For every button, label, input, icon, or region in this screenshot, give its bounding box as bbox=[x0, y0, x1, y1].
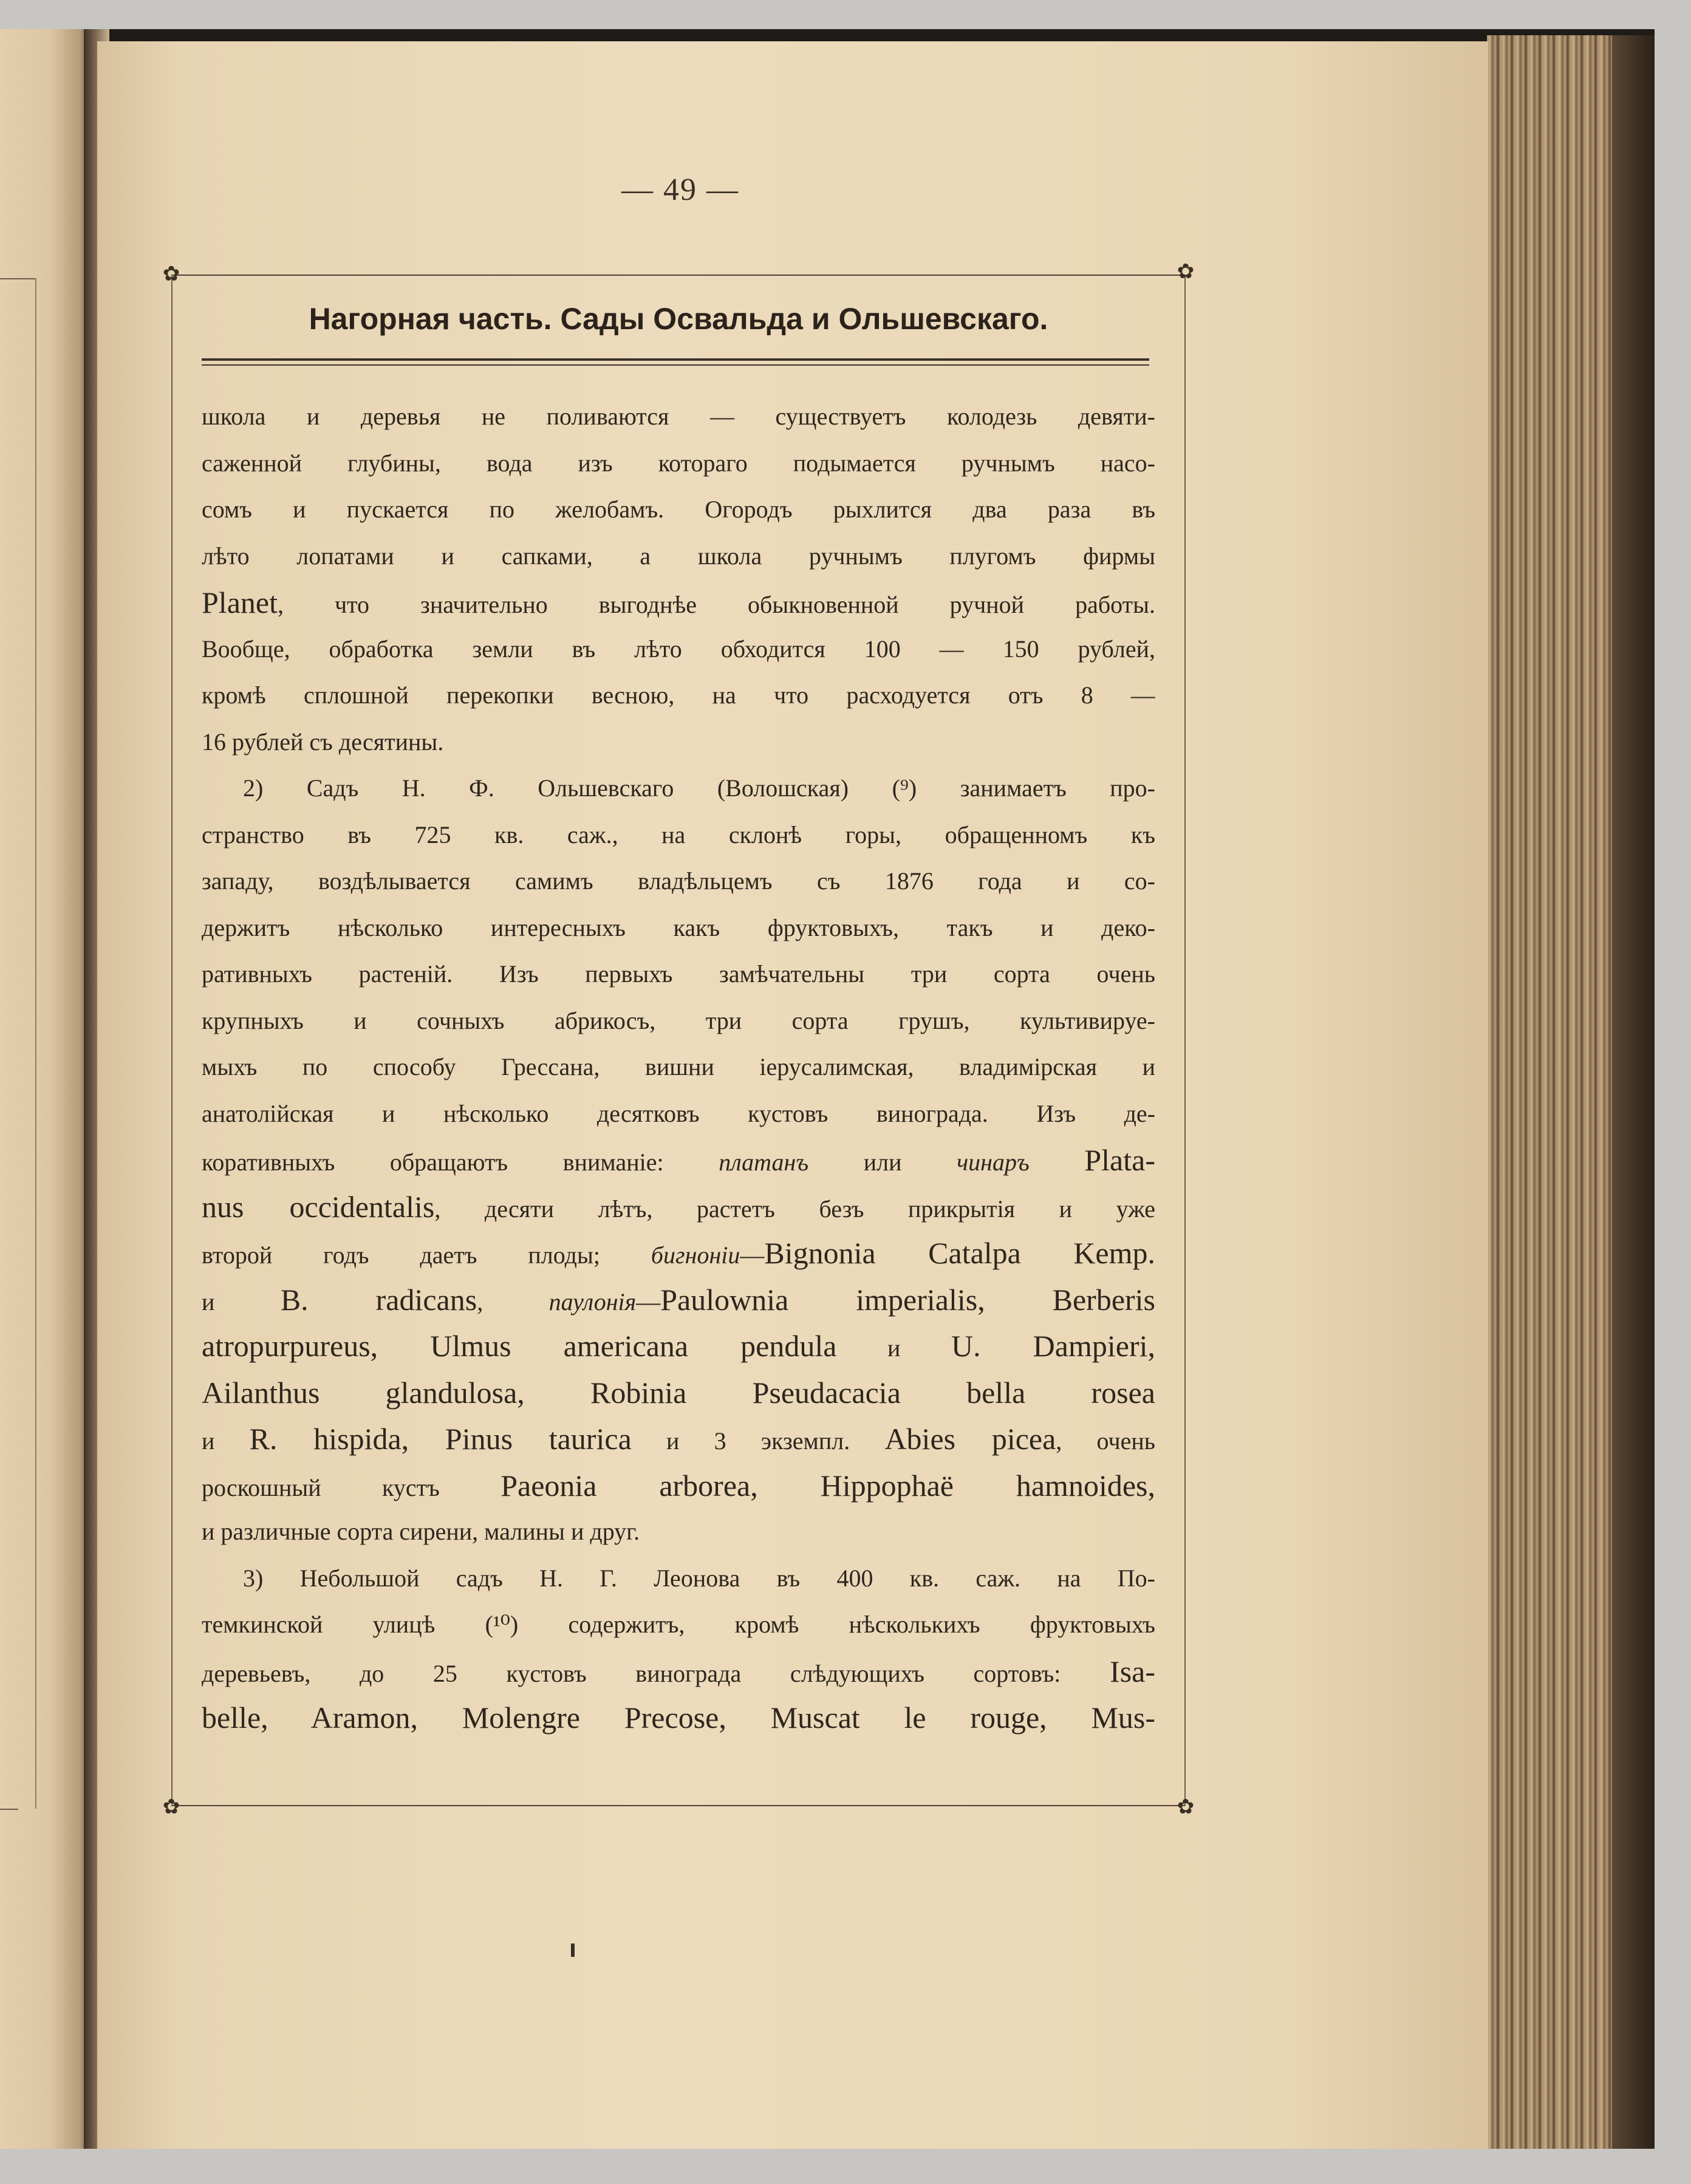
text-segment: и bbox=[202, 1288, 281, 1316]
text-segment: и bbox=[836, 1334, 951, 1362]
text-line bbox=[202, 1277, 1155, 1323]
text-line bbox=[202, 1416, 1155, 1462]
body-text bbox=[202, 394, 1155, 1741]
ink-mark bbox=[571, 1943, 575, 1957]
text-line: анатолійская и нѣсколько десятковъ кустовъ винограда. Изъ де- bbox=[202, 1099, 1155, 1127]
text-line bbox=[202, 1184, 1155, 1230]
text-segment: Bignonia Catalpa Kemp. bbox=[764, 1236, 1155, 1270]
text-segment: Ailanthus glandulosa, Robinia Pseudacacia bella rosea bbox=[202, 1375, 1155, 1410]
page-stack-edge bbox=[1487, 35, 1655, 2149]
text-segment: , bbox=[477, 1288, 549, 1316]
left-page-rule bbox=[0, 278, 36, 279]
text-segment: U. Dampieri, bbox=[951, 1329, 1155, 1363]
left-page-rule-bottom bbox=[0, 1809, 18, 1810]
text-segment: Planet bbox=[202, 585, 278, 619]
text-line: лѣто лопатами и сапками, а школа ручнымъ плугомъ фирмы bbox=[202, 542, 1155, 570]
text-line: западу, воздѣлывается самимъ владѣльцемъ съ 1876 года и со- bbox=[202, 867, 1155, 895]
text-segment: belle, Aramon, Molengre Precose, Muscat le rouge, Mus- bbox=[202, 1701, 1155, 1735]
text-line: держитъ нѣсколько интересныхъ какъ фруктовыхъ, такъ и деко- bbox=[202, 913, 1155, 941]
text-line: 3) Небольшой садъ Н. Г. Леонова въ 400 кв. саж. на По- bbox=[243, 1564, 1155, 1592]
text-line: сомъ и пускается по желобамъ. Огородъ рыхлится два раза въ bbox=[202, 496, 1155, 523]
text-segment: коративныхъ обращаютъ вниманіе: bbox=[202, 1148, 719, 1176]
text-segment: второй годъ даетъ плоды; bbox=[202, 1241, 651, 1269]
text-segment: Paulownia imperialis, Berberis bbox=[660, 1282, 1155, 1317]
text-segment: — bbox=[740, 1241, 765, 1269]
text-line bbox=[202, 1694, 1155, 1741]
frame-bottom-rule bbox=[171, 1805, 1186, 1806]
frame-right-rule bbox=[1184, 275, 1186, 1806]
text-line: мыхъ по способу Грессана, вишни іерусалимская, владимірская и bbox=[202, 1053, 1155, 1080]
text-segment: R. hispida, Pinus taurica bbox=[249, 1422, 632, 1456]
text-segment: Plata- bbox=[1084, 1143, 1155, 1177]
text-line: странство въ 725 кв. саж., на склонѣ горы, обращенномъ къ bbox=[202, 821, 1155, 848]
left-page-edge bbox=[0, 29, 91, 2149]
text-line bbox=[202, 1323, 1155, 1370]
corner-ornament-icon: ✿ bbox=[162, 1796, 180, 1818]
corner-ornament-icon: ✿ bbox=[1177, 1796, 1195, 1818]
text-line bbox=[202, 1648, 1155, 1695]
text-line: 2) Садъ Н. Ф. Ольшевскаго (Волошская) (⁹) занимаетъ про- bbox=[243, 774, 1155, 802]
text-segment: роскошный кустъ bbox=[202, 1473, 501, 1501]
corner-ornament-icon: ✿ bbox=[162, 263, 180, 285]
text-segment: , десяти лѣтъ, растетъ безъ прикрытія и уже bbox=[434, 1195, 1155, 1223]
text-line: ративныхъ растеній. Изъ первыхъ замѣчательны три сорта очень bbox=[202, 960, 1155, 988]
text-segment: бигноніи bbox=[651, 1241, 740, 1269]
text-segment: , очень bbox=[1056, 1427, 1155, 1455]
text-line bbox=[202, 1370, 1155, 1416]
header-rule-thick bbox=[202, 358, 1149, 361]
text-segment: Abies picea bbox=[884, 1422, 1056, 1456]
text-segment: atropurpureus, Ulmus americana pendula bbox=[202, 1329, 837, 1363]
text-line: и различные сорта сирени, малины и друг. bbox=[202, 1518, 640, 1545]
header-rule-thin bbox=[202, 364, 1149, 366]
text-line: крупныхъ и сочныхъ абрикосъ, три сорта грушъ, культивируе- bbox=[202, 1006, 1155, 1034]
text-segment: nus occidentalis bbox=[202, 1189, 435, 1224]
text-segment: — bbox=[636, 1288, 661, 1316]
text-segment: паулонія bbox=[548, 1288, 637, 1316]
text-line: саженной глубины, вода изъ котораго подымается ручнымъ насо- bbox=[202, 449, 1155, 477]
text-segment: или bbox=[808, 1148, 957, 1176]
text-line bbox=[202, 1137, 1155, 1184]
text-segment: , что значительно выгоднѣе обыкновенной ручной работы. bbox=[277, 591, 1155, 618]
text-segment: платанъ bbox=[719, 1148, 809, 1176]
corner-ornament-icon: ✿ bbox=[1177, 261, 1195, 283]
text-segment: и bbox=[202, 1427, 250, 1455]
text-line: темкинской улицѣ (¹⁰) содержитъ, кромѣ нѣсколькихъ фруктовыхъ bbox=[202, 1611, 1155, 1638]
text-line bbox=[202, 579, 1155, 626]
text-segment: чинаръ bbox=[957, 1148, 1030, 1176]
text-segment: Isa- bbox=[1110, 1654, 1155, 1688]
text-line: школа и деревья не поливаются — существуетъ колодезь девяти- bbox=[202, 403, 1155, 430]
text-segment: деревьевъ, до 25 кустовъ винограда слѣдующихъ сортовъ: bbox=[202, 1659, 1110, 1687]
page-number: — 49 — bbox=[621, 172, 739, 207]
text-line: 16 рублей съ десятины. bbox=[202, 728, 444, 756]
text-segment: и 3 экземпл. bbox=[631, 1427, 885, 1455]
frame-top-rule bbox=[171, 275, 1186, 276]
frame-left-rule bbox=[171, 275, 173, 1806]
text-line: Вообще, обработка земли въ лѣто обходится 100 — 150 рублей, bbox=[202, 635, 1155, 663]
text-segment bbox=[1030, 1148, 1085, 1176]
left-page-frame-line bbox=[35, 278, 36, 1809]
text-line: кромѣ сплошной перекопки весною, на что расходуется отъ 8 — bbox=[202, 681, 1155, 709]
text-segment: Paeonia arborea, Hippophaë hamnoides, bbox=[500, 1468, 1155, 1503]
text-line bbox=[202, 1230, 1155, 1277]
running-header: Нагорная часть. Сады Освальда и Ольшевскаго. bbox=[309, 302, 1048, 336]
text-segment: B. radicans bbox=[280, 1282, 477, 1317]
text-line bbox=[202, 1462, 1155, 1509]
